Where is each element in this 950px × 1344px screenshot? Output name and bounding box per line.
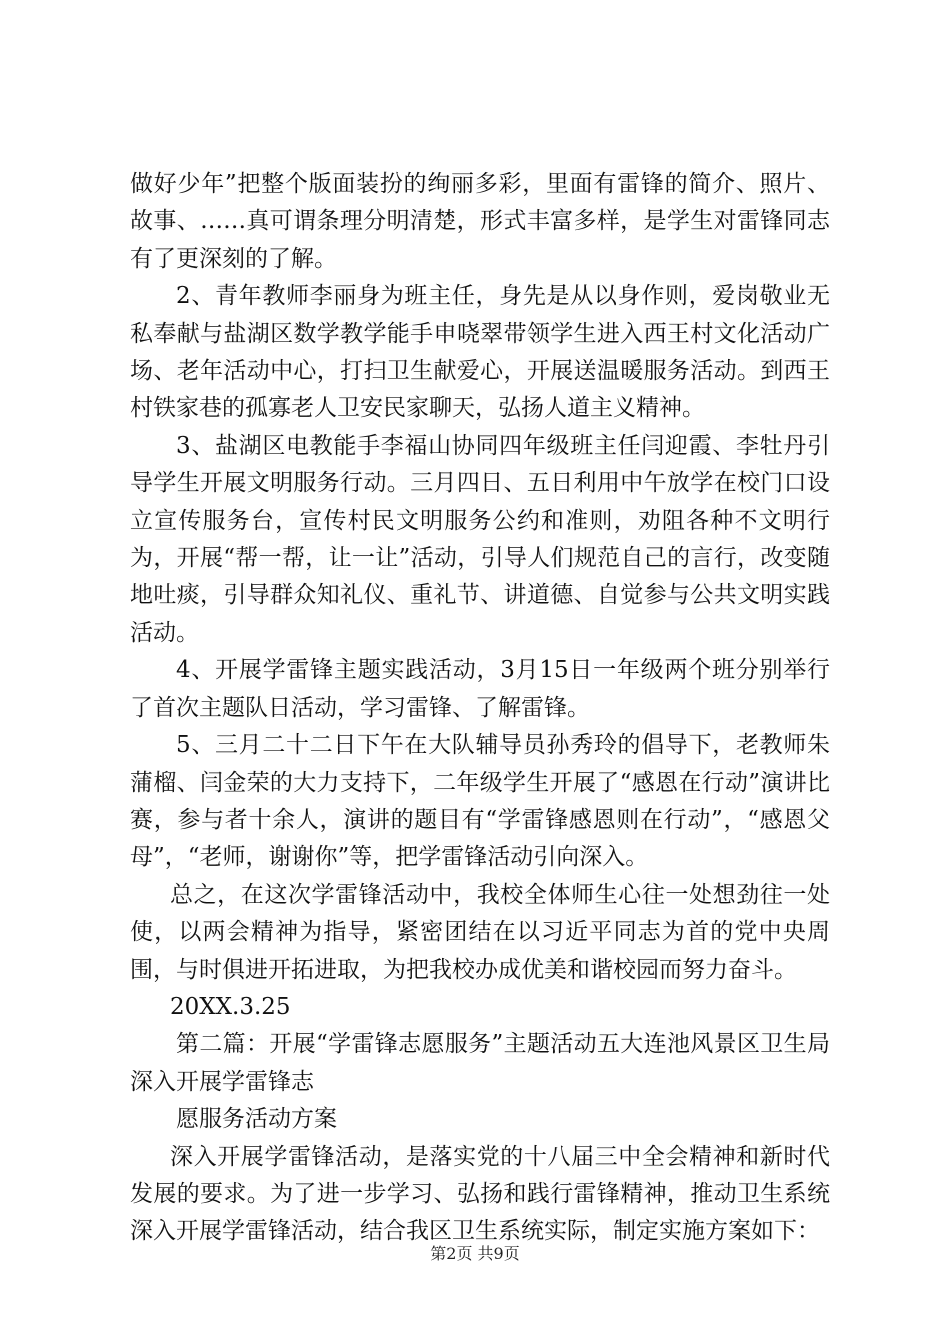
document-body [130, 166, 830, 1251]
paragraph-date: 20XX.3.25 [170, 993, 291, 1020]
paragraph-item-2: 2、青年教师李丽身为班主任，身先是从以身作则，爱岗敬业无私奉献与盐湖区数学教学能手申哓翠带领学生进入西王村文化活动广场、老年活动中心，打扫卫生献爱心，开展送温暖服务活动。到西王村铁家巷的孤寡老人卫安民家聊天，弘扬人道主义精神。 [130, 283, 830, 422]
paragraph-item-5: 5、三月二十二日下午在大队辅导员孙秀玲的倡导下，老教师朱蒲榴、闫金荣的大力支持下，二年级学生开展了“感恩在行动”演讲比赛，参与者十余人，演讲的题目有“学雷锋感恩则在行动”，“感恩父母”，“老师，谢谢你”等，把学雷锋活动引向深入。 [130, 732, 830, 871]
paragraph-continuation: 做好少年”把整个版面装扮的绚丽多彩，里面有雷锋的简介、照片、故事、……真可谓条理分明清楚，形式丰富多样，是学生对雷锋同志有了更深刻的了解。 [130, 171, 830, 272]
paragraph-section-heading: 第二篇：开展“学雷锋志愿服务”主题活动五大连池风景区卫生局深入开展学雷锋志 [130, 1031, 830, 1095]
page-number-footer: 第2页 共9页 [430, 1244, 520, 1263]
paragraph-intro: 深入开展学雷锋活动，是落实党的十八届三中全会精神和新时代发展的要求。为了进一步学习、弘扬和践行雷锋精神，推动卫生系统深入开展学雷锋活动，结合我区卫生系统实际，制定实施方案如下： [130, 1143, 830, 1245]
paragraph-item-3: 3、盐湖区电教能手李福山协同四年级班主任闫迎霞、李牡丹引导学生开展文明服务行动。三月四日、五日利用中午放学在校门口设立宣传服务台，宣传村民文明服务公约和准则，劝阻各种不文明行为，开展“帮一帮，让一让”活动，引导人们规范自己的言行，改变随地吐痰，引导群众知礼仪、重礼节、讲道德、自觉参与公共文明实践活动。 [130, 432, 830, 646]
paragraph-section-heading-cont: 愿服务活动方案 [176, 1106, 337, 1133]
paragraph-summary: 总之，在这次学雷锋活动中，我校全体师生心往一处想劲往一处使，以两会精神为指导，紧密团结在以习近平同志为首的党中央周围，与时俱进开拓进取，为把我校办成优美和谐校园而努力奋斗。 [130, 881, 830, 983]
paragraph-item-4: 4、开展学雷锋主题实践活动，3月15日一年级两个班分别举行了首次主题队日活动，学习雷锋、了解雷锋。 [130, 657, 830, 721]
